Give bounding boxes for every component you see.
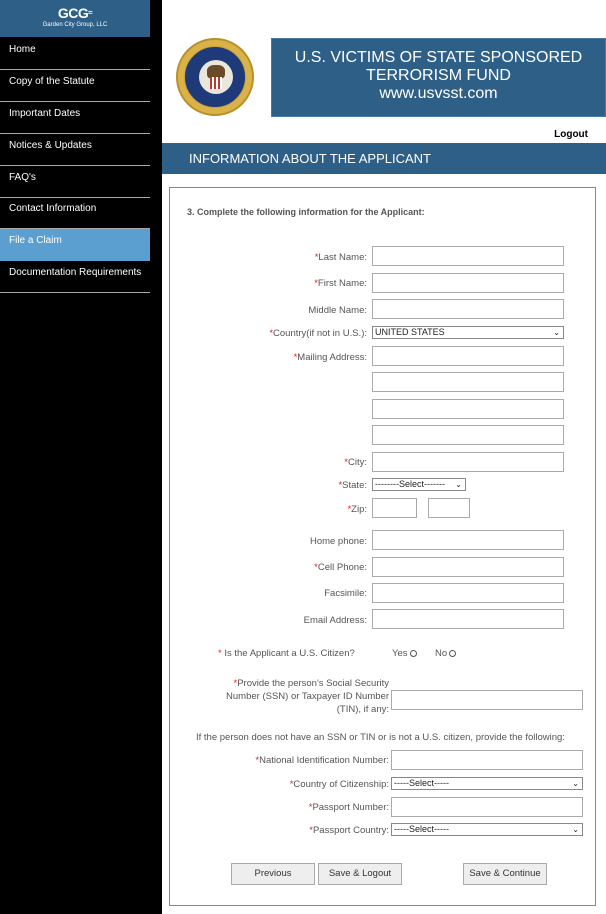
mailing-address-line3-input[interactable] bbox=[372, 399, 564, 419]
state-select[interactable]: --------Select------- ⌄ bbox=[372, 478, 466, 491]
country-citizenship-select[interactable]: -----Select----- ⌄ bbox=[391, 777, 583, 790]
logout-link[interactable]: Logout bbox=[554, 129, 588, 140]
mailing-address-line4-input[interactable] bbox=[372, 425, 564, 445]
facsimile-label: Facsimile: bbox=[324, 588, 367, 599]
passport-number-label: *Passport Number: bbox=[308, 802, 389, 813]
sidebar-item-important-dates[interactable]: Important Dates bbox=[0, 102, 150, 134]
passport-country-label: *Passport Country: bbox=[309, 825, 389, 836]
chevron-down-icon: ⌄ bbox=[572, 779, 579, 788]
first-name-input[interactable] bbox=[372, 273, 564, 293]
ssn-input[interactable] bbox=[391, 690, 583, 710]
no-radio[interactable] bbox=[449, 650, 456, 657]
chevron-down-icon: ⌄ bbox=[553, 328, 560, 337]
banner-url[interactable]: www.usvsst.com bbox=[379, 85, 498, 102]
site-banner bbox=[271, 38, 606, 117]
mailing-address-line2-input[interactable] bbox=[372, 372, 564, 392]
yes-radio[interactable] bbox=[410, 650, 417, 657]
country-citizenship-label: *Country of Citizenship: bbox=[289, 779, 389, 790]
city-input[interactable] bbox=[372, 452, 564, 472]
save-logout-button[interactable]: Save & Logout bbox=[318, 863, 402, 885]
national-id-label: *National Identification Number: bbox=[255, 755, 389, 766]
city-label: *City: bbox=[344, 457, 367, 468]
mailing-address-label: *Mailing Address: bbox=[293, 352, 367, 363]
home-phone-label: Home phone: bbox=[309, 536, 367, 547]
cell-phone-label: *Cell Phone: bbox=[314, 562, 367, 573]
previous-button[interactable]: Previous bbox=[231, 863, 315, 885]
sidebar-item-home[interactable]: Home bbox=[0, 38, 150, 70]
chevron-down-icon: ⌄ bbox=[455, 480, 462, 489]
banner-title-line2: TERRORISM FUND bbox=[366, 67, 511, 84]
sidebar-item-contact[interactable]: Contact Information bbox=[0, 197, 150, 229]
chevron-down-icon: ⌄ bbox=[572, 825, 579, 834]
logo-text: GCG bbox=[57, 5, 89, 21]
zip-input[interactable] bbox=[372, 498, 417, 518]
zip-extension-input[interactable] bbox=[428, 498, 470, 518]
applicant-form bbox=[169, 187, 596, 906]
mailing-address-line1-input[interactable] bbox=[372, 346, 564, 366]
passport-number-input[interactable] bbox=[391, 797, 583, 817]
email-input[interactable] bbox=[372, 609, 564, 629]
citizen-question-label: * Is the Applicant a U.S. Citizen? bbox=[218, 648, 355, 659]
sidebar-item-file-claim[interactable]: File a Claim bbox=[0, 229, 150, 261]
cell-phone-input[interactable] bbox=[372, 557, 564, 577]
sidebar-item-notices[interactable]: Notices & Updates bbox=[0, 134, 150, 166]
home-phone-input[interactable] bbox=[372, 530, 564, 550]
citizen-no-option[interactable]: No bbox=[435, 648, 456, 659]
email-label: Email Address: bbox=[303, 615, 367, 626]
logo-subtitle: Garden City Group, LLC bbox=[42, 22, 108, 28]
national-id-input[interactable] bbox=[391, 750, 583, 770]
middle-name-label: Middle Name: bbox=[308, 305, 367, 316]
state-label: *State: bbox=[338, 480, 367, 491]
form-instruction: 3. Complete the following information for the Applicant: bbox=[187, 207, 425, 217]
doj-seal-icon bbox=[176, 38, 254, 116]
country-label: *Country(if not in U.S.): bbox=[269, 328, 367, 339]
ssn-label: *Provide the person's Social Security Number (SSN) or Taxpayer ID Number (TIN), if any: bbox=[226, 678, 389, 715]
last-name-label: *Last Name: bbox=[314, 252, 367, 263]
middle-name-input[interactable] bbox=[372, 299, 564, 319]
zip-label: *Zip: bbox=[347, 504, 367, 515]
last-name-input[interactable] bbox=[372, 246, 564, 266]
first-name-label: *First Name: bbox=[314, 278, 367, 289]
sidebar bbox=[0, 0, 150, 914]
shield-icon bbox=[210, 77, 222, 89]
banner-title-line1: U.S. VICTIMS OF STATE SPONSORED bbox=[294, 49, 583, 66]
citizen-yes-option[interactable]: Yes bbox=[392, 648, 417, 659]
gcg-logo[interactable] bbox=[0, 0, 150, 37]
main-content bbox=[162, 0, 606, 914]
sidebar-item-faqs[interactable]: FAQ's bbox=[0, 166, 150, 198]
country-select[interactable]: UNITED STATES ⌄ bbox=[372, 326, 564, 339]
facsimile-input[interactable] bbox=[372, 583, 564, 603]
sidebar-item-documentation[interactable]: Documentation Requirements bbox=[0, 261, 150, 293]
sidebar-item-statute[interactable]: Copy of the Statute bbox=[0, 70, 150, 102]
save-continue-button[interactable]: Save & Continue bbox=[463, 863, 547, 885]
section-title: INFORMATION ABOUT THE APPLICANT bbox=[162, 143, 606, 174]
passport-country-select[interactable]: -----Select----- ⌄ bbox=[391, 823, 583, 836]
logo-mark-icon: ≈ bbox=[88, 8, 93, 17]
no-ssn-note: If the person does not have an SSN or TIN or is not a U.S. citizen, provide the following: bbox=[196, 732, 565, 743]
